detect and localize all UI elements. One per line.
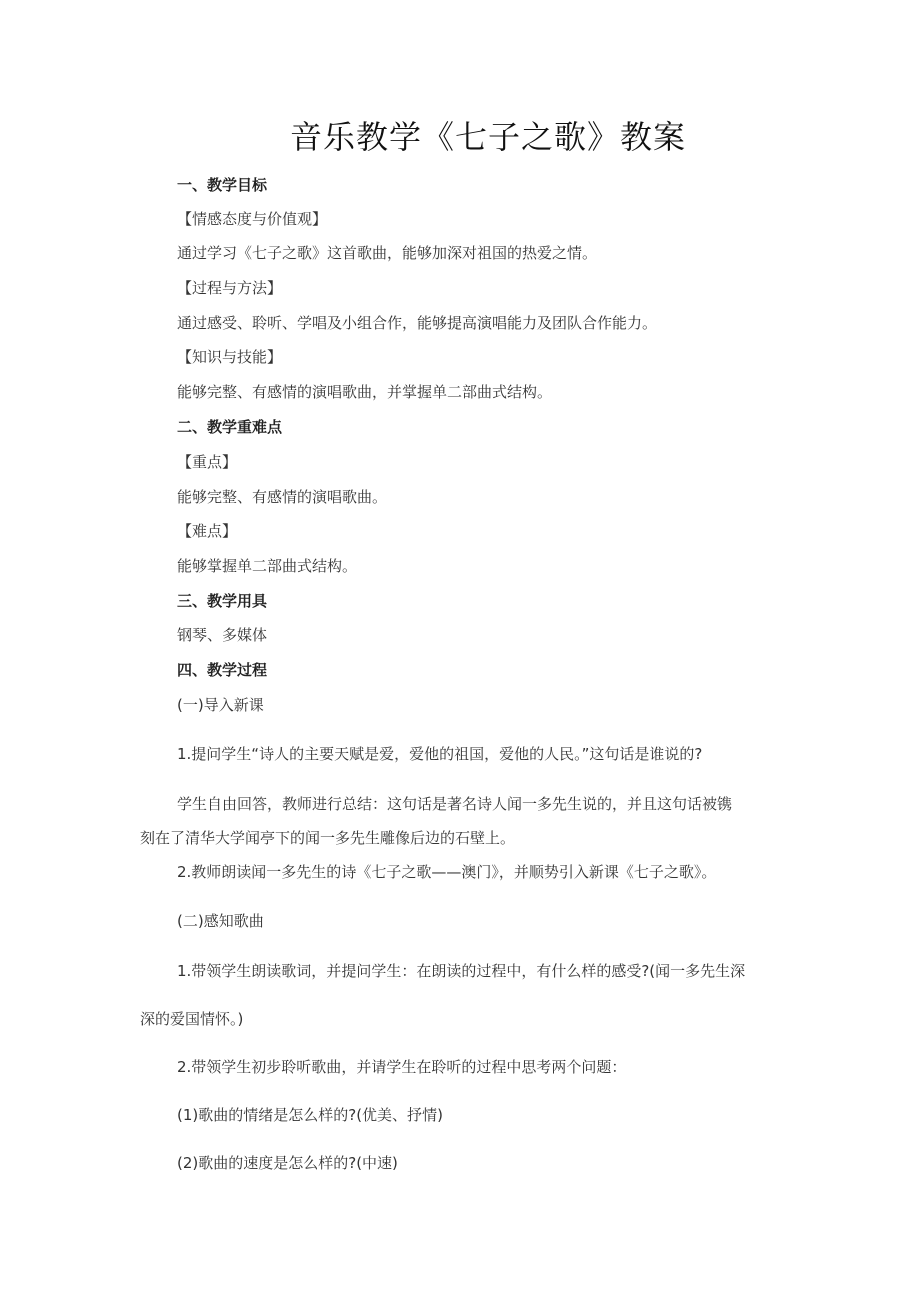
section-heading-key-points: 二、教学重难点: [177, 418, 283, 436]
section-heading-tools: 三、教学用具: [177, 592, 268, 610]
question-tempo: (2)歌曲的速度是怎么样的?(中速): [177, 1154, 398, 1172]
paragraph-intro-question: 1.提问学生“诗人的主要天赋是爱，爱他的祖国，爱他的人民。”这句话是谁说的?: [177, 745, 703, 763]
question-mood: (1)歌曲的情绪是怎么样的?(优美、抒情): [177, 1106, 443, 1124]
subheading-knowledge: 【知识与技能】: [177, 348, 283, 366]
paragraph-process: 通过感受、聆听、学唱及小组合作，能够提高演唱能力及团队合作能力。: [177, 314, 658, 332]
section-heading-procedure: 四、教学过程: [177, 661, 268, 679]
paragraph-lyrics-line1: 1.带领学生朗读歌词，并提问学生：在朗读的过程中，有什么样的感受?(闻一多先生深: [177, 962, 746, 980]
part-heading-intro: (一)导入新课: [177, 696, 264, 714]
paragraph-knowledge: 能够完整、有感情的演唱歌曲，并掌握单二部曲式结构。: [177, 383, 553, 401]
subheading-key: 【重点】: [177, 453, 238, 471]
paragraph-key: 能够完整、有感情的演唱歌曲。: [177, 488, 388, 506]
subheading-process: 【过程与方法】: [177, 279, 283, 297]
paragraph-listening: 2.带领学生初步聆听歌曲，并请学生在聆听的过程中思考两个问题：: [177, 1058, 627, 1076]
document-title: 音乐教学《七子之歌》教案: [289, 118, 686, 156]
subheading-difficulty: 【难点】: [177, 522, 238, 540]
paragraph-summary-line2: 刻在了清华大学闻亭下的闻一多先生雕像后边的石壁上。: [140, 829, 516, 847]
part-heading-perception: (二)感知歌曲: [177, 912, 264, 930]
section-heading-objectives: 一、教学目标: [177, 176, 268, 194]
paragraph-summary-line1: 学生自由回答，教师进行总结：这句话是著名诗人闻一多先生说的，并且这句话被镌: [177, 795, 733, 813]
subheading-attitude: 【情感态度与价值观】: [177, 210, 328, 228]
paragraph-tools: 钢琴、多媒体: [177, 626, 268, 644]
paragraph-attitude: 通过学习《七子之歌》这首歌曲，能够加深对祖国的热爱之情。: [177, 244, 598, 262]
paragraph-difficulty: 能够掌握单二部曲式结构。: [177, 557, 358, 575]
paragraph-lyrics-line2: 深的爱国情怀。): [140, 1010, 244, 1028]
paragraph-recitation: 2.教师朗读闻一多先生的诗《七子之歌——澳门》，并顺势引入新课《七子之歌》。: [177, 863, 717, 881]
